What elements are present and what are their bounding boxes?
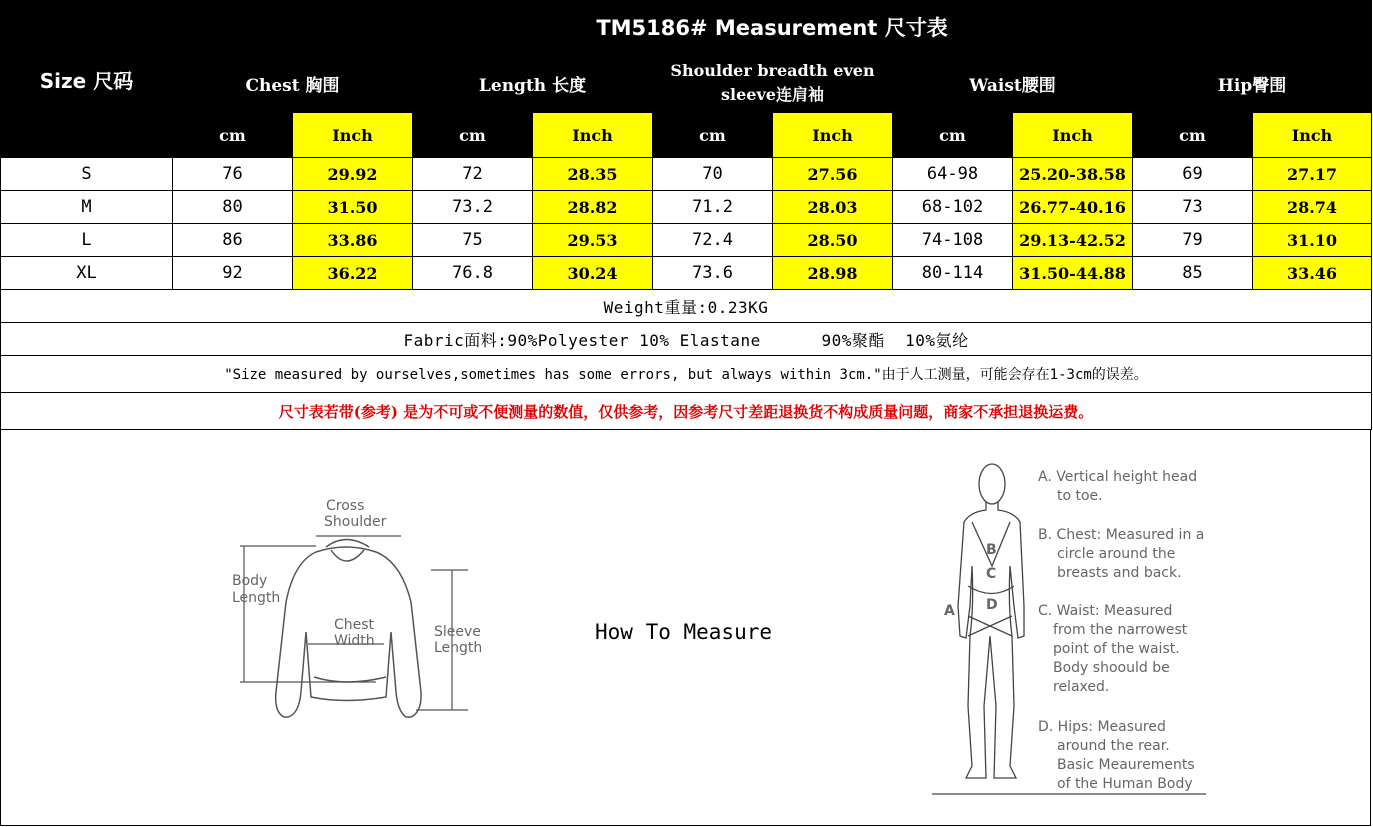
unit-cm: cm [173,113,293,158]
body-text-c-1: C. Waist: Measured [1038,603,1173,619]
chart-title: TM5186# Measurement 尺寸表 [173,1,1372,54]
size-header: Size 尺码 [1,1,173,158]
waist-inch-cell: 26.77-40.16 [1013,191,1133,224]
group-shoulder: Shoulder breadth even sleeve连肩袖 [653,54,893,113]
shoulder-inch-cell: 28.50 [773,224,893,257]
chest-cm-cell: 86 [173,224,293,257]
size-cell: XL [1,257,173,290]
chest-cm-cell: 92 [173,257,293,290]
group-length: Length 长度 [413,54,653,113]
chest-inch-cell: 36.22 [293,257,413,290]
how-to-measure-title: How To Measure [595,620,773,644]
waist-cm-cell: 80-114 [893,257,1013,290]
body-text-c-2: from the narrowest [1053,622,1188,638]
waist-inch-cell: 31.50-44.88 [1013,257,1133,290]
table-row [1,257,1372,290]
hip-inch-cell: 33.46 [1253,257,1372,290]
disclaimer-row: 尺寸表若带(参考) 是为不可或不便测量的数值，仅供参考，因参考尺寸差距退换货不构成质量问题，商家不承担退换运费。 [1,393,1372,430]
size-cell: L [1,224,173,257]
error-note-row: "Size measured by ourselves,sometimes has some errors, but always within 3cm."由于人工测量，可能会存在1-3cm的误差。 [1,356,1372,393]
waist-cm-cell: 74-108 [893,224,1013,257]
waist-cm-cell: 68-102 [893,191,1013,224]
length-inch-cell: 28.35 [533,158,653,191]
unit-cm: cm [413,113,533,158]
length-cm-cell: 72 [413,158,533,191]
shoulder-inch-cell: 27.56 [773,158,893,191]
body-marker-d: D [986,597,998,613]
chest-width-label-2: Width [334,633,375,649]
body-text-a-1: A. Vertical height head [1038,469,1198,485]
body-length-label-2: Length [232,590,281,606]
sweater-diagram [226,492,486,732]
body-text-d-3: Basic Meaurements [1057,757,1195,773]
group-chest: Chest 胸围 [173,54,413,113]
unit-inch: Inch [533,113,653,158]
waist-cm-cell: 64-98 [893,158,1013,191]
waist-inch-cell: 29.13-42.52 [1013,224,1133,257]
shoulder-cm-cell: 72.4 [653,224,773,257]
hip-cm-cell: 79 [1133,224,1253,257]
hip-inch-cell: 31.10 [1253,224,1372,257]
chest-cm-cell: 80 [173,191,293,224]
hip-inch-cell: 28.74 [1253,191,1372,224]
body-text-d-4: of the Human Body [1057,776,1193,792]
chest-inch-cell: 33.86 [293,224,413,257]
unit-inch: Inch [293,113,413,158]
weight-row: Weight重量:0.23KG [1,290,1372,323]
body-text-c-4: Body shoould be [1053,660,1170,676]
body-marker-b: B [986,542,997,558]
table-row [1,224,1372,257]
table-row [1,158,1372,191]
length-cm-cell: 75 [413,224,533,257]
body-marker-c: C [986,566,997,582]
shoulder-inch-cell: 28.03 [773,191,893,224]
body-text-b-2: circle around the [1057,546,1176,562]
hip-cm-cell: 85 [1133,257,1253,290]
unit-inch: Inch [1253,113,1372,158]
chest-inch-cell: 29.92 [293,158,413,191]
unit-cm: cm [1133,113,1253,158]
body-text-b-3: breasts and back. [1057,565,1182,581]
hip-cm-cell: 73 [1133,191,1253,224]
size-cell: S [1,158,173,191]
hip-inch-cell: 27.17 [1253,158,1372,191]
body-diagram [926,456,1226,826]
size-cell: M [1,191,173,224]
shoulder-cm-cell: 70 [653,158,773,191]
body-length-label-1: Body [232,573,268,589]
sleeve-length-label-1: Sleeve [434,624,481,640]
shoulder-inch-cell: 28.98 [773,257,893,290]
cross-shoulder-label-2: Shoulder [324,514,387,530]
how-to-measure-panel [0,430,1371,826]
group-hip: Hip臀围 [1133,54,1372,113]
unit-inch: Inch [773,113,893,158]
chest-width-label-1: Chest [334,617,375,633]
hip-cm-cell: 69 [1133,158,1253,191]
unit-inch: Inch [1013,113,1133,158]
body-text-d-2: around the rear. [1057,738,1170,754]
table-row [1,191,1372,224]
chest-inch-cell: 31.50 [293,191,413,224]
shoulder-cm-cell: 73.6 [653,257,773,290]
length-inch-cell: 29.53 [533,224,653,257]
fabric-row: Fabric面料:90%Polyester 10% Elastane 90%聚酯 10%氨纶 [1,323,1372,356]
length-cm-cell: 73.2 [413,191,533,224]
body-marker-a: A [944,603,955,619]
body-text-b-1: B. Chest: Measured in a [1038,527,1205,543]
chest-cm-cell: 76 [173,158,293,191]
waist-inch-cell: 25.20-38.58 [1013,158,1133,191]
body-text-a-2: to toe. [1057,488,1103,504]
unit-cm: cm [653,113,773,158]
length-inch-cell: 28.82 [533,191,653,224]
group-waist: Waist腰围 [893,54,1133,113]
shoulder-cm-cell: 71.2 [653,191,773,224]
sleeve-length-label-2: Length [434,640,483,656]
length-cm-cell: 76.8 [413,257,533,290]
body-text-c-3: point of the waist. [1053,641,1180,657]
body-text-c-5: relaxed. [1053,679,1110,695]
length-inch-cell: 30.24 [533,257,653,290]
unit-cm: cm [893,113,1013,158]
body-text-d-1: D. Hips: Measured [1038,719,1166,735]
cross-shoulder-label-1: Cross [326,498,365,514]
